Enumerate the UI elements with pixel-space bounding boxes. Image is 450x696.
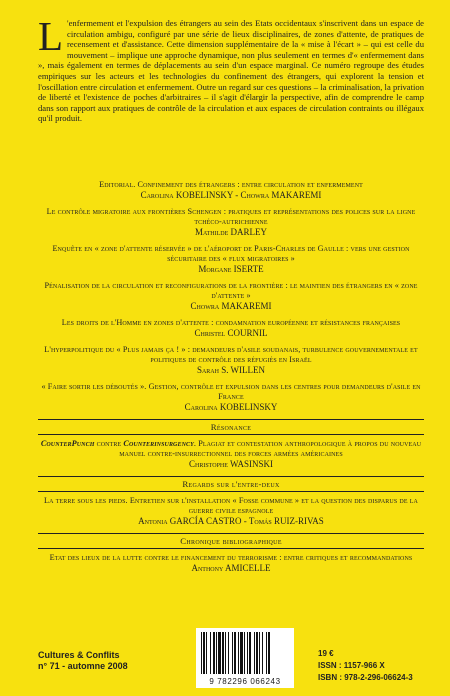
barcode-bar [247,632,248,674]
issue-number: n° 71 - automne 2008 [38,661,128,671]
toc-entry-regards [38,496,424,526]
barcode-bar [234,632,236,674]
barcode-bar [213,632,215,674]
entry-title: La terre sous les pieds. Entretien sur l'installation « Fosse commune » et la question des disparus de la guerre civile espagnole [44,496,418,515]
barcode-bar [216,632,217,674]
summary-text: 'enfermement et l'expulsion des étrangers au sein des Etats occidentaux s'inscrivent dans un espace de circulation ambigu, configuré par une série de lieux disciplinaires, de zones d'attente, de pratiques de recensement et d'assistance. Cette dimension supplémentaire de la « mise à l'écart » – qui est celle du mouvement – implique une approche dynamique, non plus seulement en termes d'« enfermement dans », mais également en termes de déplacements au sein d'un espace marginal. Ce numéro regroupe des études empiriques sur les acteurs et les technologies du confinement des étrangers, qui explorent la tension et l'oscillation entre circulation et enfermement. Outre un regard sur ces questions – la criminalisation, la privation de liberté et l'existence de poches d'arbitraires – il s'agit d'élargir la perspective, afin de comprendre le camp dans son rapport aux pratiques de contrôle de la circulation et aux espaces de circulation contraints ou illégaux qu'il produit. [38,18,424,124]
barcode-bar [238,632,239,674]
barcode-bar [268,632,270,674]
entry-authors: Antonia GARCÍA CASTRO - Tomás RUIZ-RIVAS [138,516,324,526]
section-heading-resonance: Résonance [38,419,424,435]
journal-info [38,650,128,672]
toc-entry [38,180,424,200]
barcode-bar [249,632,251,674]
barcode-bars [201,632,289,674]
back-cover-summary [38,13,424,124]
entry-title: CounterPunch contre Counterinsurgency. Plagiat et contestation anthropologique à propos du nouveau manuel contre-insurrectionnel des forces armées américaines [40,439,422,458]
toc-entry [38,244,424,274]
entry-title: Enquête en « zone d'attente réservée » de l'aéroport de Paris-Charles de Gaulle : vers une gestion sécuritaire des « flux migratoires » [52,244,410,263]
barcode-bar [201,632,202,674]
entry-title: Le contrôle migratoire aux frontières Schengen : pratiques et représentations des polices sur la ligne tchéco-autrichienne [46,207,416,226]
entry-title: L'hyperpolitique du « Plus jamais ça ! » : demandeurs d'asile soudanais, turbulence gouvernementale et politiques de contrôle des réfugiés en Israël [44,345,418,364]
barcode-bar [254,632,255,674]
entry-authors: Christel COURNIL [194,328,268,338]
barcode-bar [256,632,258,674]
toc-entry [38,207,424,237]
barcode-bar [266,632,267,674]
entry-authors: Mathilde DARLEY [194,227,268,237]
entry-title: « Faire sortir les déboutés ». Gestion, contrôle et expulsion dans les centres pour demandeurs d'asile en France [41,382,421,401]
entry-authors: Anthony AMICELLE [191,563,271,573]
barcode-bar [222,632,224,674]
entry-authors: Sarah S. WILLEN [196,365,266,375]
isbn: ISBN : 978-2-296-06624-3 [318,673,413,682]
entry-authors: Morgane ISERTE [198,264,264,274]
barcode-bar [228,632,229,674]
entry-title: Editorial. Confinement des étrangers : entre circulation et enfermement [99,180,363,189]
price: 19 € [318,649,334,658]
barcode-bar [262,632,263,674]
barcode-bar [259,632,260,674]
barcode-number: 9 782296 066243 [209,677,281,686]
barcode-bar [206,632,207,674]
entry-authors: Carolina KOBELINSKY [184,402,278,412]
entry-title: Pénalisation de la circulation et reconfigurations de la frontière : le maintien des étrangers en « zone d'attente » [44,281,418,300]
toc-entry [38,281,424,311]
section-heading-chronique: Chronique bibliographique [38,533,424,549]
entry-authors: Christophe WASINSKI [189,459,273,469]
drop-cap: L [38,13,64,59]
journal-name: Cultures & Conflits [38,650,120,660]
toc-entry-resonance [38,439,424,469]
barcode-bar [225,632,226,674]
toc-entry-chronique [38,553,424,573]
publication-codes [318,648,413,684]
entry-title: Etat des lieux de la lutte contre le financement du terrorisme : entre critiques et recommandations [49,553,413,562]
barcode-bar [244,632,245,674]
barcode-bar [210,632,211,674]
barcode-bar [203,632,205,674]
toc-entry [38,345,424,375]
entry-authors: Chowra MAKAREMI [190,301,272,311]
issn: ISSN : 1157-966 X [318,661,385,670]
toc-entry [38,382,424,412]
entry-authors: Carolina KOBELINSKY - Chowra MAKAREMI [140,190,322,200]
barcode-bar [218,632,221,674]
toc-entry [38,318,424,338]
barcode [196,628,294,688]
entry-title: Les droits de l'Homme en zones d'attente : condamnation européenne et résistances françaises [61,318,401,327]
table-of-contents [38,180,424,580]
barcode-bar [232,632,233,674]
section-heading-regards: Regards sur l'entre-deux [38,476,424,492]
barcode-bar [240,632,243,674]
